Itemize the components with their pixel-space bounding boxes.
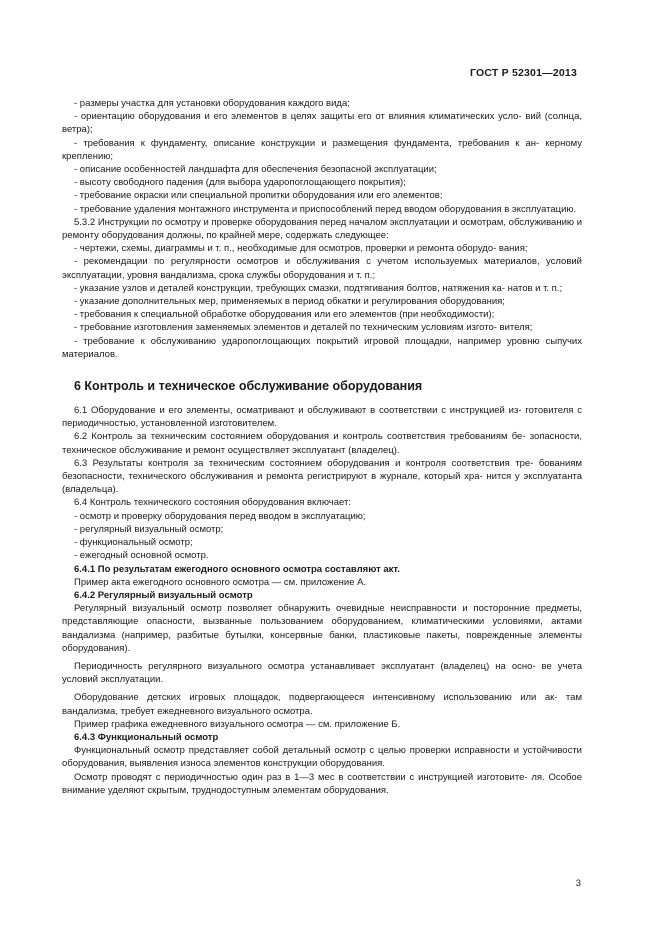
list-item: - требования к фундаменту, описание конструкции и размещения фундамента, требования к ан- керному креплению;	[62, 137, 582, 162]
paragraph: Регулярный визуальный осмотр позволяет обнаружить очевидные неисправности и посторонние предметы, представляющие опасности, вызванные пользованием оборудованием, климатическими условиями, актами вандализма (например, разбитые бутылки, консервные банки, пластиковые пакеты, поврежденные элементы оборудования).	[62, 603, 582, 654]
list-item: - функциональный осмотр;	[74, 537, 193, 549]
paragraph: Осмотр проводят с периодичностью один раз в 1—3 мес в соответствии с инструкцией изготовите- ля. Особое внимание уделяют скрытым, труднодоступным элементам оборудования.	[62, 771, 582, 796]
list-item: - описание особенностей ландшафта для обеспечения безопасной эксплуатации;	[74, 164, 437, 176]
list-item: - требование изготовления заменяемых элементов и деталей по техническим условиям изгото- вителя;	[74, 322, 533, 334]
list-item: - указание дополнительных мер, применяемых в период обкатки и регулирования оборудования;	[74, 296, 505, 308]
list-item: - ежегодный основной осмотр.	[74, 550, 209, 562]
list-item: - указание узлов и деталей конструкции, требующих смазки, подтягивания болтов, натяжения ка- натов и т. п.;	[74, 282, 563, 294]
paragraph-6-3: 6.3 Результаты контроля за техническим состоянием оборудования и контроля соответствия тре- бованиям безопасности, технического обслуживания и ремонта регистрируют в журнале, который хра- нится у эксплуатанта (владельца).	[62, 457, 582, 496]
list-item: - ориентацию оборудования и его элементов в целях защиты его от влияния климатических усло- вий (солнца, ветра);	[62, 111, 582, 136]
paragraph-6-1: 6.1 Оборудование и его элементы, осматривают и обслуживают в соответствии с инструкцией из- готовителя с периодичностью, установленной изготовителем.	[62, 405, 582, 430]
list-item: - осмотр и проверку оборудования перед вводом в эксплуатацию;	[74, 510, 366, 522]
section-heading: 6 Контроль и техническое обслуживание оборудования	[74, 379, 423, 394]
subsection-6-4-3: 6.4.3 Функциональный осмотр	[74, 731, 219, 743]
paragraph: Оборудование детских игровых площадок, подвергающееся интенсивному использованию или ак- там вандализма, требует ежедневного визуального осмотра.	[62, 692, 582, 717]
list-item: - требования к специальной обработке оборудования или его элементов (при необходимости);	[74, 309, 495, 321]
paragraph-6-4: 6.4 Контроль технического состояния оборудования включает:	[74, 497, 351, 509]
subsection-6-4-1: 6.4.1 По результатам ежегодного основного осмотра составляют акт.	[74, 563, 400, 575]
list-item: - рекомендации по регулярности осмотров и обслуживания с учетом используемых материалов, условий эксплуатации, уровня вандализма, срока службы оборудования и т. п.;	[62, 256, 582, 281]
document-body	[62, 97, 582, 797]
page-number: 3	[575, 878, 581, 889]
paragraph: Периодичность регулярного визуального осмотра устанавливает эксплуатант (владелец) на осно- ве учета условий эксплуатации.	[62, 660, 582, 686]
list-item: - требование к обслуживанию ударопоглощающих покрытий игровой площадки, например уровню сыпучих материалов.	[62, 335, 582, 360]
list-item: - высоту свободного падения (для выбора ударопоглощающего покрытия);	[74, 177, 406, 189]
paragraph: Пример акта ежегодного основного осмотра — см. приложение А.	[74, 576, 367, 588]
paragraph: Пример графика ежедневного визуального осмотра — см. приложение Б.	[74, 718, 401, 730]
paragraph-6-2: 6.2 Контроль за техническим состоянием оборудования и контроль соответствия требованиям бе- зопасности, техническое обслуживание и ремонт осуществляет эксплуатант (владелец).	[62, 431, 582, 456]
document-header: ГОСТ Р 52301—2013	[469, 67, 577, 79]
list-item: - требование удаления монтажного инструмента и приспособлений перед вводом оборудования в эксплуатацию.	[74, 203, 577, 215]
list-item: - требование окраски или специальной пропитки оборудования или его элементов;	[74, 190, 443, 202]
list-item: - регулярный визуальный осмотр;	[74, 523, 224, 535]
paragraph: Функциональный осмотр представляет собой детальный осмотр с целью проверки исправности и устойчивости оборудования, выявления износа элементов конструкции оборудования.	[62, 745, 582, 770]
list-item: - чертежи, схемы, диаграммы и т. п., необходимые для осмотров, проверки и ремонта оборудо- вания;	[74, 243, 528, 255]
paragraph-5-3-2: 5.3.2 Инструкции по осмотру и проверке оборудования перед началом эксплуатации и осмотрам, обслуживанию и ремонту оборудования должны, по крайней мере, содержать следующее:	[62, 216, 582, 242]
subsection-6-4-2: 6.4.2 Регулярный визуальный осмотр	[74, 589, 253, 601]
list-item: - размеры участка для установки оборудования каждого вида;	[74, 98, 350, 109]
